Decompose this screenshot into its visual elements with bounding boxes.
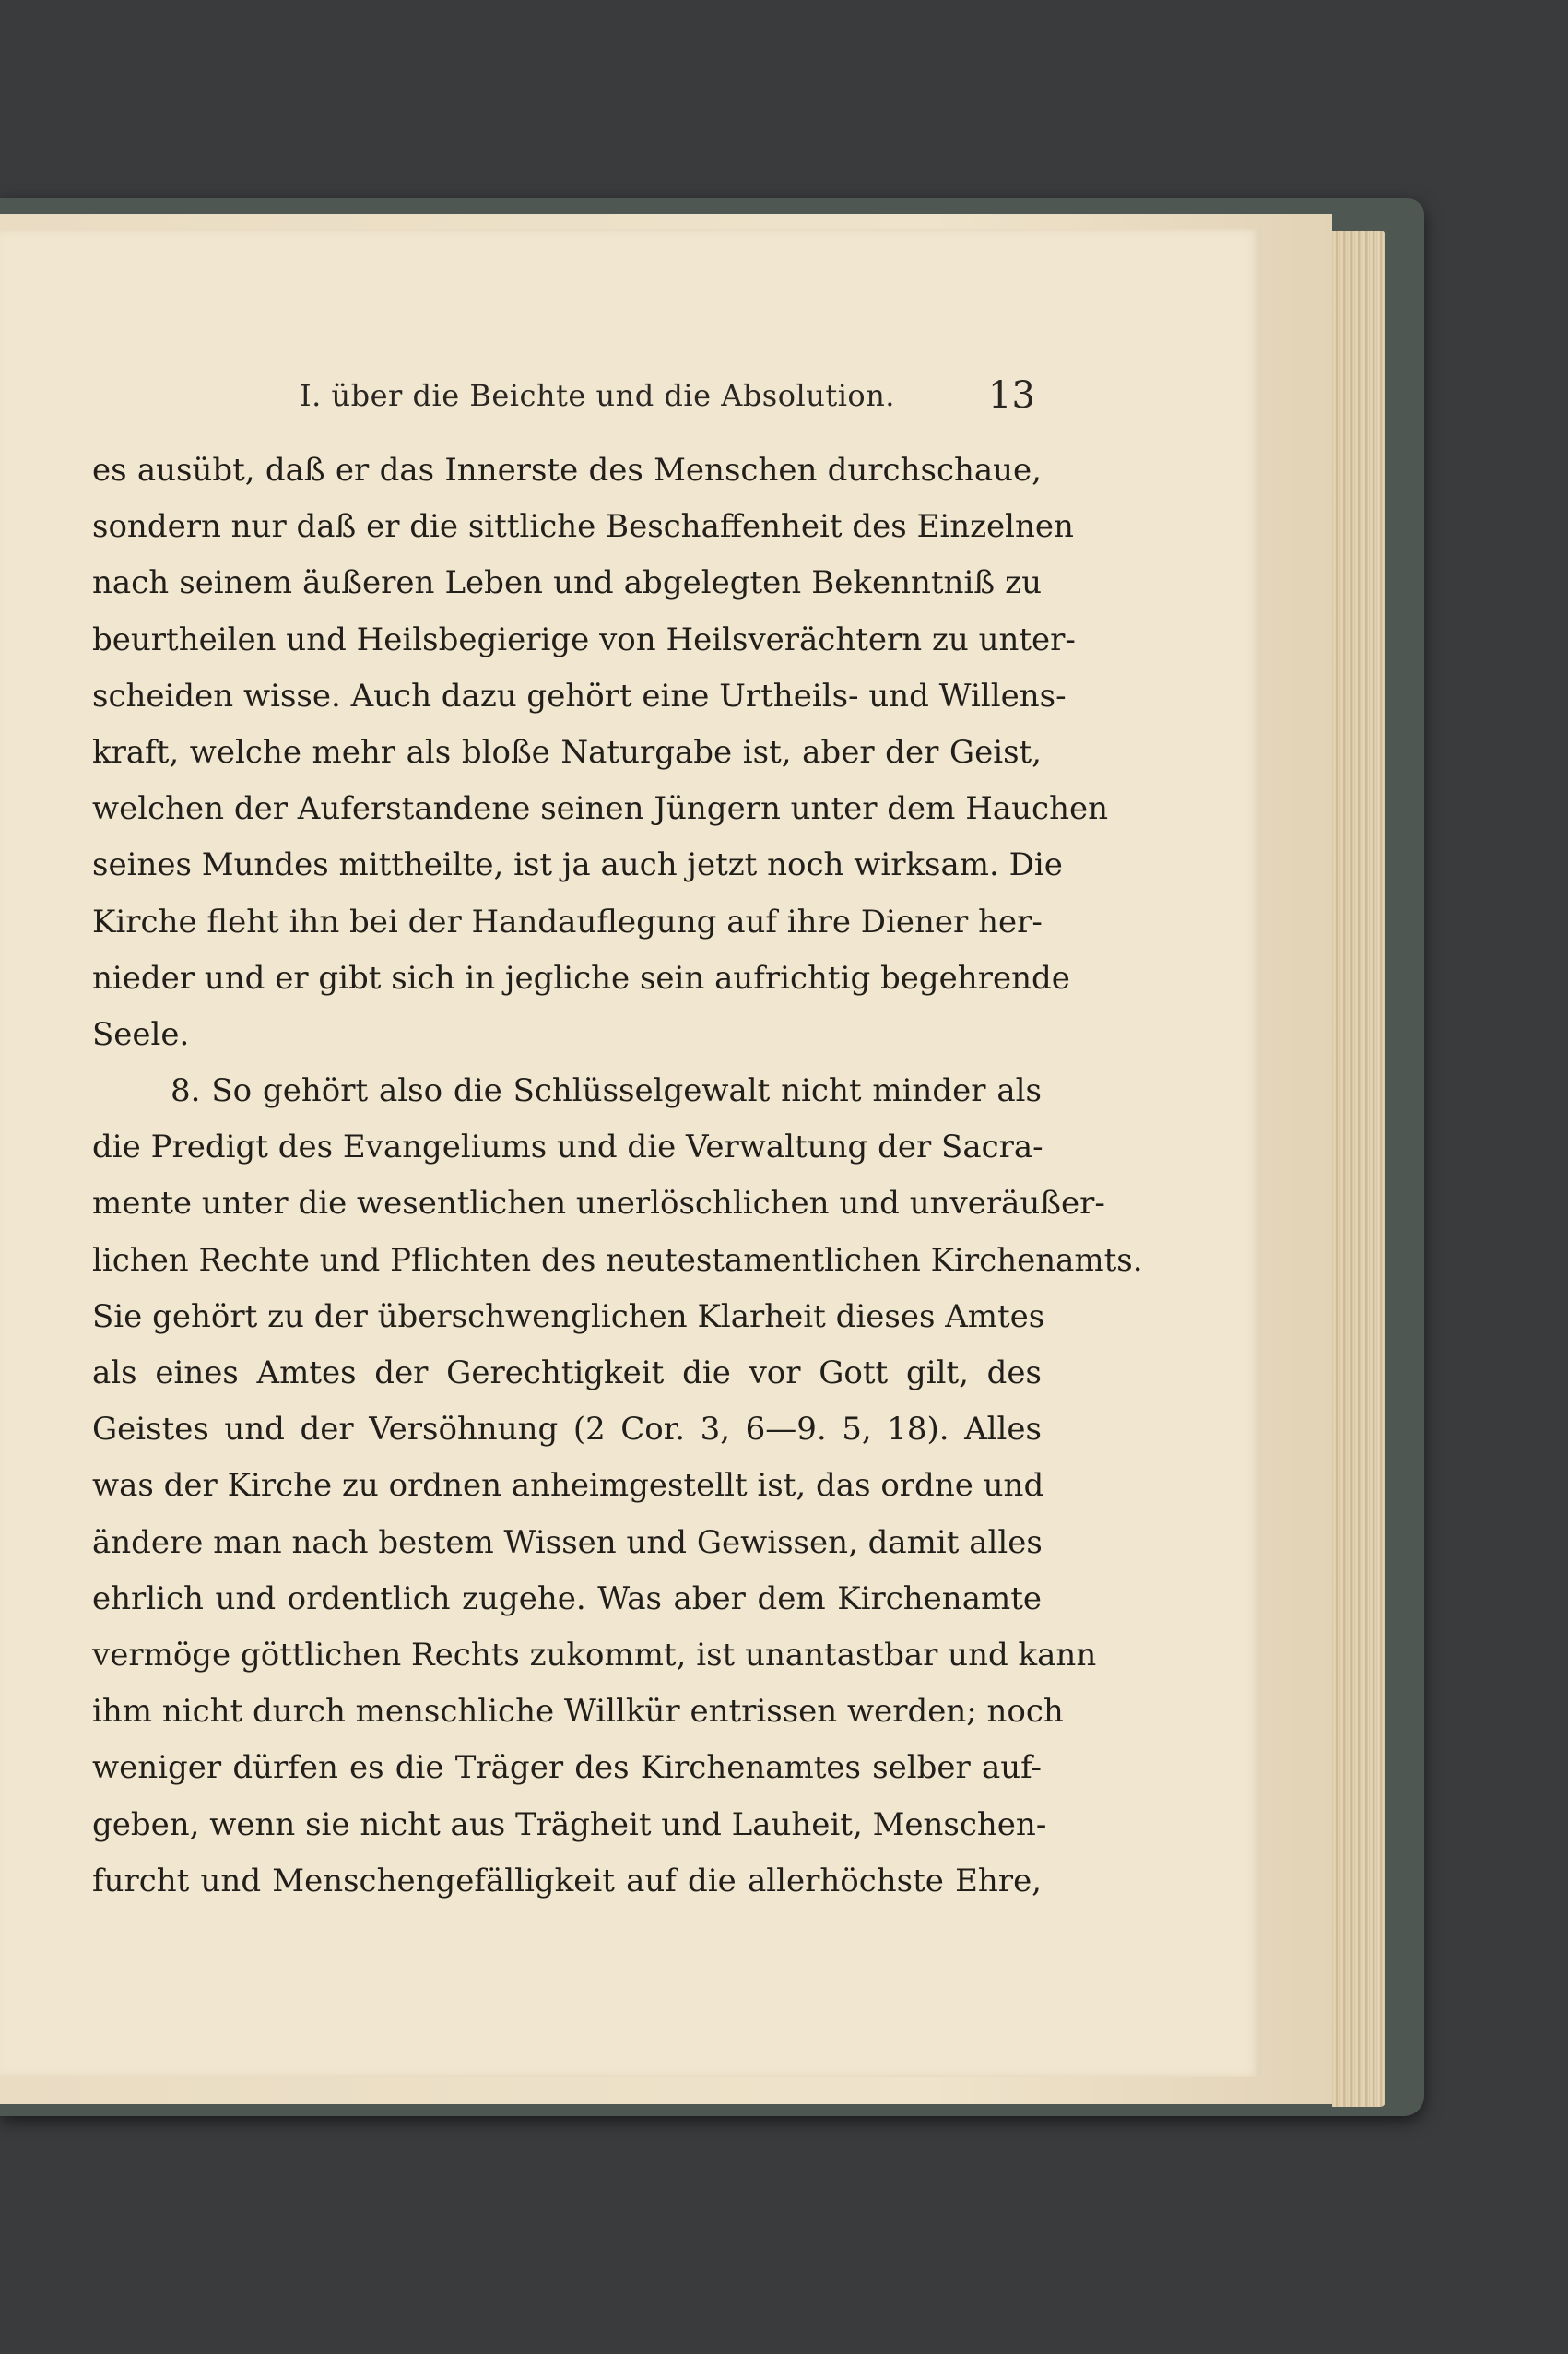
text-line: ändere man nach bestem Wissen und Gewissen, damit alles [92, 1523, 1043, 1561]
text-line: seines Mundes mittheilte, ist ja auch jetzt noch wirksam. Die [92, 846, 1063, 884]
text-line: kraft, welche mehr als bloße Naturgabe ist, aber der Geist, [92, 733, 1042, 771]
text-line: die Predigt des Evangeliums und die Verwaltung der Sacra- [92, 1129, 1043, 1166]
text-line: vermöge göttlichen Rechts zukommt, ist unantastbar und kann [92, 1636, 1097, 1674]
paragraph-start-line: 8. So gehört also die Schlüsselgewalt nicht minder als [171, 1072, 1042, 1110]
text-line: lichen Rechte und Pflichten des neutestamentlichen Kirchenamts. [92, 1241, 1143, 1279]
text-line: was der Kirche zu ordnen anheimgestellt ist, das ordne und [92, 1467, 1044, 1505]
text-line: Seele. [92, 1015, 190, 1053]
text-line: beurtheilen und Heilsbegierige von Heilsverächtern zu unter- [92, 621, 1076, 658]
text-line: es ausübt, daß er das Innerste des Menschen durchschaue, [92, 452, 1042, 489]
page-number: 13 [988, 374, 1035, 417]
text-line: mente unter die wesentlichen unerlöschlichen und unveräußer- [92, 1185, 1105, 1223]
text-line: nieder und er gibt sich in jegliche sein aufrichtig begehrende [92, 959, 1070, 997]
text-line: ehrlich und ordentlich zugehe. Was aber dem Kirchenamte [92, 1579, 1042, 1617]
text-line: nach seinem äußeren Leben und abgelegten Bekenntniß zu [92, 564, 1042, 602]
text-line: Sie gehört zu der überschwenglichen Klarheit dieses Amtes [92, 1297, 1045, 1335]
text-line: weniger dürfen es die Träger des Kirchenamtes selber auf- [92, 1749, 1042, 1787]
text-line: geben, wenn sie nicht aus Trägheit und Lauheit, Menschen- [92, 1805, 1047, 1843]
text-line: als eines Amtes der Gerechtigkeit die vor Gott gilt, des [92, 1354, 1042, 1391]
text-line: sondern nur daß er die sittliche Beschaffenheit des Einzelnen [92, 508, 1074, 546]
text-line: scheiden wisse. Auch dazu gehört eine Urtheils- und Willens- [92, 677, 1067, 715]
chapter-title: I. über die Beichte und die Absolution. [300, 378, 895, 413]
running-head [0, 365, 1567, 420]
text-line: ihm nicht durch menschliche Willkür entrissen werden; noch [92, 1693, 1064, 1731]
text-line: Kirche fleht ihn bei der Handauflegung auf ihre Diener her- [92, 903, 1043, 940]
text-line: Geistes und der Versöhnung (2 Cor. 3, 6—9. 5, 18). Alles [92, 1411, 1042, 1449]
text-line: welchen der Auferstandene seinen Jüngern unter dem Hauchen [92, 790, 1108, 828]
text-line: furcht und Menschengefälligkeit auf die allerhöchste Ehre, [92, 1862, 1042, 1899]
page-body-text [92, 443, 1143, 1910]
